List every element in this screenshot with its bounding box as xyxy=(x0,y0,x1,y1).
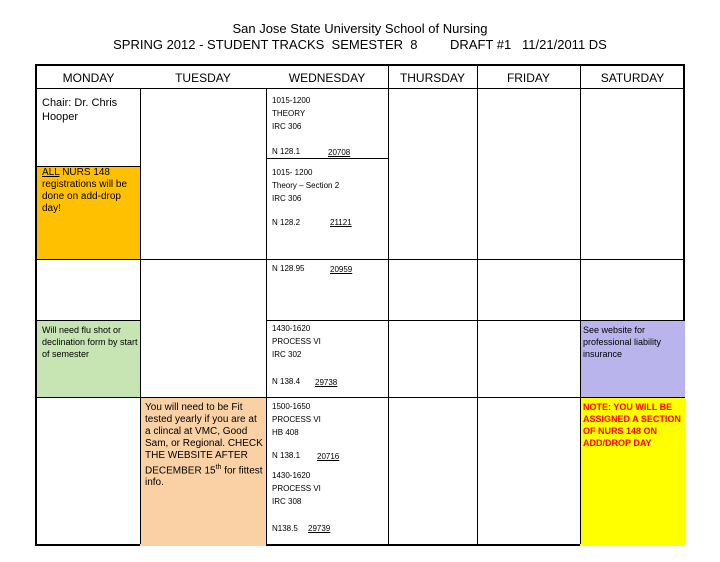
course-3-code: 20959 xyxy=(330,265,353,274)
process-6-room: IRC 308 xyxy=(272,497,302,506)
theory-2-course: N 128.2 xyxy=(272,218,301,227)
process-5-time: 1500-1650 xyxy=(272,402,311,411)
fit-test-text-end: for fittest info. xyxy=(145,465,263,489)
all-label: ALL xyxy=(42,167,60,178)
header-thursday: THURSDAY xyxy=(399,71,466,85)
process-4-type: PROCESS VI xyxy=(272,337,321,346)
schedule-grid xyxy=(35,64,685,546)
theory-1-time: 1015-1200 xyxy=(272,96,311,105)
process-5-room: HB 408 xyxy=(272,428,299,437)
chair-note: Chair: Dr. Chris Hooper xyxy=(42,97,118,123)
draft-label: DRAFT #1 xyxy=(450,37,512,52)
process-5-code: 20716 xyxy=(317,452,340,461)
process-4-info xyxy=(272,322,384,361)
theory-2-type: Theory – Section 2 xyxy=(272,181,340,190)
theory-1-code: 20708 xyxy=(328,148,351,157)
nurs-148-assignment-note: NOTE: YOU WILL BE ASSIGNED A SECTION OF NURS 148 ON ADD/DROP DAY xyxy=(583,402,681,448)
process-4-room: IRC 302 xyxy=(272,350,302,359)
course-3: N 128.95 xyxy=(272,264,305,273)
process-4-code: 29738 xyxy=(315,378,338,387)
process-5-course: N 138.1 xyxy=(272,451,301,460)
theory-1-course: N 128.1 xyxy=(272,147,301,156)
header-wednesday: WEDNESDAY xyxy=(288,71,366,85)
flu-shot-note: Will need flu shot or declination form by start of semester xyxy=(42,325,138,359)
fit-test-sup: th xyxy=(215,464,222,471)
fit-test-text: You will need to be Fit tested yearly if you are at a clincal at VMC, Good Sam, or Regional. CHECK THE WEBSITE AFTER DECEMBER 15 xyxy=(145,402,263,477)
theory-2-room: IRC 306 xyxy=(272,194,302,203)
process-6-type: PROCESS VI xyxy=(272,484,321,493)
nurs-148-note xyxy=(42,167,136,215)
fit-test-note xyxy=(145,402,263,489)
process-6-time: 1430-1620 xyxy=(272,471,311,480)
process-4-time: 1430-1620 xyxy=(272,324,311,333)
document-title: San Jose State University School of Nursing xyxy=(232,21,488,36)
liability-insurance-note: See website for professional liability insurance xyxy=(583,325,662,359)
theory-1-room: IRC 306 xyxy=(272,122,302,131)
process-5-type: PROCESS VI xyxy=(272,415,321,424)
process-4-course: N 138.4 xyxy=(272,377,301,386)
header-tuesday: TUESDAY xyxy=(175,71,231,85)
draft-date: 11/21/2011 DS xyxy=(522,37,607,52)
process-6-course: N138.5 xyxy=(272,524,298,533)
document-subtitle xyxy=(0,37,720,53)
process-5-info xyxy=(272,400,384,439)
header-saturday: SATURDAY xyxy=(600,71,665,85)
theory-2-info xyxy=(272,166,386,205)
theory-1-info xyxy=(272,94,384,133)
theory-2-code: 21121 xyxy=(330,218,352,227)
header-friday: FRIDAY xyxy=(506,71,551,85)
semester-label: SPRING 2012 - STUDENT TRACKS SEMESTER 8 xyxy=(113,37,418,52)
header-monday: MONDAY xyxy=(62,71,115,85)
nurs-148-text: NURS 148 registrations will be done on add-drop day! xyxy=(42,167,128,214)
theory-1-type: THEORY xyxy=(272,109,306,118)
process-6-info xyxy=(272,469,384,508)
process-6-code: 29739 xyxy=(308,524,331,533)
theory-2-time: 1015- 1200 xyxy=(272,168,313,177)
